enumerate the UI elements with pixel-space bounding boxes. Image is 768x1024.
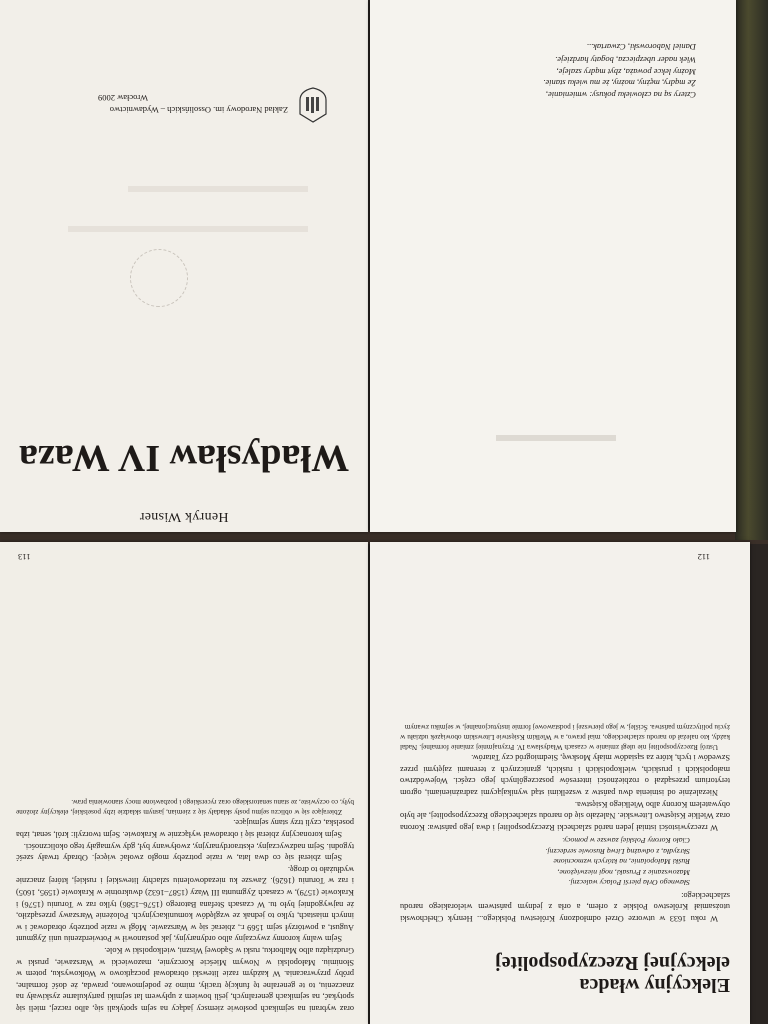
paragraph: W rzeczywistości istniał jeden naród szlachecki Rzeczypospolitej i dwa jego państwa: Korona oraz Wielkie Księstwo Litewskie. Należało się do narodu szlacheckiego Rzeczypospolitej, ale było obywatelem Korony albo Wielkiego Księstwa. [400, 799, 730, 832]
verse-line: Mazowszanie z Prusaki, nogi niezwiężone, [557, 867, 690, 877]
page-number: 113 [18, 552, 31, 562]
book-spine [735, 0, 768, 540]
motto-line: Możny lekce poważa, zbyt mądry szaleje, [556, 67, 696, 77]
page-113-text [16, 797, 354, 1014]
bleed-through-text: ▬▬▬▬▬▬ [496, 430, 616, 452]
paragraph: Niezależnie od istnienia dwu państw z wszelkimi stąd wynikającymi zadrażnieniami, ogrom terytorium przesądzał o rozbieżności interesów poszczególnych jego części. Województwo małopolskich i pruskich, wielkopolskich i ruskich, granicznych z terenami zajętymi przez Szwedów i tych, które za sąsiadów miały Moskwę, Siedmiogród czy Tatarów. [400, 753, 730, 797]
book-title: Władysław IV Waza [18, 437, 350, 479]
motto-page [370, 0, 736, 532]
verse-line: Ciało Korony Polskiej zawsze w pomocy. [562, 836, 690, 846]
paragraph: Sejm koronacyjny zbierał się i obradował wyłącznie w Krakowie. Sejm tworzyli: król, senat, izba poselska, czyli trzy stany sejmujące. [16, 818, 354, 840]
chapter-title-line: elekcyjnej Rzeczypospolitej [495, 952, 730, 974]
faint-line [68, 226, 308, 232]
author-name: Henryk Wisner [139, 509, 229, 524]
paragraph: oraz wybrani na sejmikach posłowie ziemscy jadący na sejm spotykali się, albo raczej, mieli się spotykać, na sejmikach generalnych, jeśli bowiem z upływem lat sejmiki partykularne zyskiwały na znaczeniu, to te generalne tę funkcję traciły, mimo że podejmowano, prawda, że dość formalne, próby przywracania. W każdym razie litewski obradował początkowo w Wołkowysku, potem w Słonimiu. Małopolski w Nowym Mieście Korczynie, mazowiecki w Warszawie, pruski w Grudziądzu albo Malborku, ruski w Sądowej Wiszni, wielkopolski w Kole. [16, 946, 354, 1013]
chapter-title [495, 952, 730, 996]
motto-line: Że mądry, mężny, możny, że mu wieku stanie. [543, 78, 696, 89]
publisher-info [68, 92, 288, 116]
paragraph: Ustrój Rzeczypospolitej nie uległ zmianie w czasach Władysława IV. Przynajmniej zmianie formalnej. Nadal każdy, kto należał do narodu szlacheckiego, miał prawo, a w Wielkim Księstwie Litewskim obowiązek udziału w życiu politycznym państwa. Ściślej, w jego pierwszej i podstawowej formie instytucjonalnej, w sejmiku zwanym [400, 722, 730, 751]
verse-line: Sławnego Orła pierśi Polacy walecznj. [568, 878, 690, 888]
paragraph: Sejm walny koronny zwyczajny albo ordynaryjny, jak postanowił w Potwierdzeniu unii Zygmunt August, a powtórzył sejm 1569 r., zbierać się w Warszawie. Mógł w razie potrzeby obradować i w innych miastach, tylko to jednak ze względów komunikacyjnych. Polożenie Warszawy przesądziło, że najwygodniej było tu. W czasach Stefana Batorego (1576–1586) tylko raz w Toruniu (1576) i Krakowie (1579), w czasach Zygmunta III Wazy (1587–1632) dwukrotnie w Krakowie (1595, 1605) i raz w Toruniu (1626). Zawsze ku niezadowoleniu szlachty litewskiej i ruskiej, której znacznie wydłużało to drogę. [16, 864, 354, 944]
chapter-title-line: Elekcyjny władca [579, 974, 730, 996]
paragraph: Sejm zbierał się co dwa lata, w razie potrzeby mogło zwołać więcej. Obrady trwały sześć tygodni. Sejm nadzwyczajny, ekstraordynaryjny, zwoływany był, gdy wymagały tego okoliczności. [16, 841, 354, 863]
library-stamp [130, 249, 188, 307]
page-112 [370, 542, 750, 1024]
motto-block [456, 41, 696, 101]
page-113 [0, 542, 368, 1024]
publisher-line: Zakład Narodowy im. Ossolińskich – Wydawnictwo [109, 105, 288, 115]
page-number: 112 [697, 552, 710, 562]
publisher-logo-icon [298, 86, 328, 124]
motto-signature: Daniel Naborowski, Czwartak... [586, 42, 696, 52]
faint-line [128, 186, 308, 192]
publisher-line: Wrocław 2009 [98, 93, 148, 103]
verse-line: Ruśki Małopolanie, na których wzmocnione [553, 857, 690, 867]
page-112-text [400, 722, 730, 924]
motto-line: Wiek nader ubezpiecza, bogaty hardzieje. [555, 55, 696, 66]
verse-block [400, 835, 730, 888]
paragraph: Zbierające się w obliczu sejmu posły składały się z ziemian, jasnym składzie izby poselskiej, elekcyjny złożone były, co oczywiste, ze stanu senatorskiego oraz rycerskiego i pozbawione mocy stanowienia praw. [16, 797, 354, 816]
verse-line: Skrzydła, z odważną Litwą Rusowie serdecznj. [545, 846, 690, 856]
paragraph: W roku 1633 w utworze Orzeł odmłodzony Królestwu Polskiego... Henryk Chełchowski utożsamiał Królestwo Polskie z orłem, a orła z jednym państwem wielorakiego narodu szlacheckiego: [400, 890, 730, 923]
title-page [0, 0, 368, 532]
motto-line: Cztery są na człowieku pokusy: wmienianie, [545, 90, 696, 100]
